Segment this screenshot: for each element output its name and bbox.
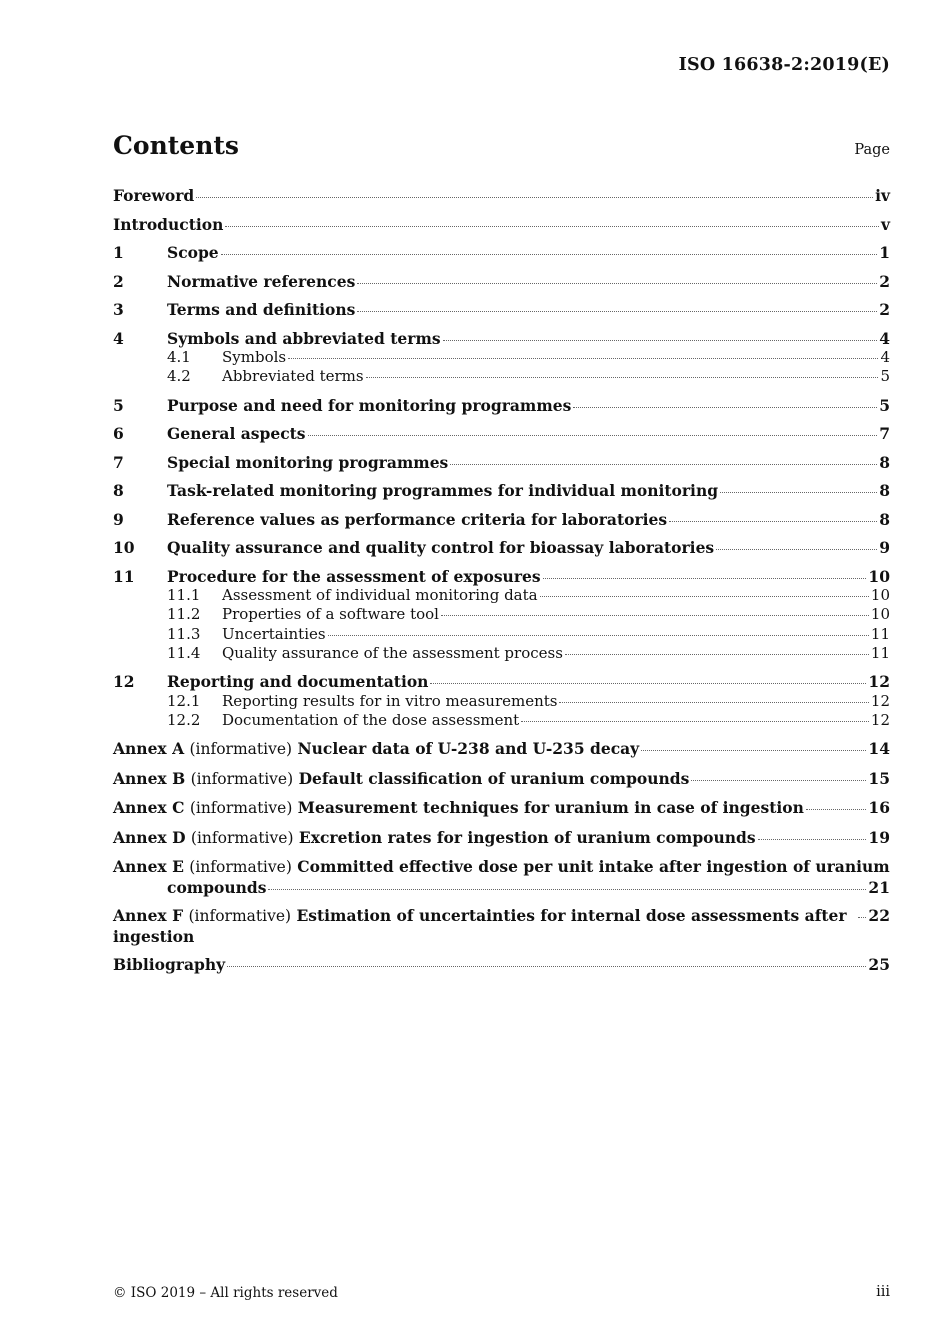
dot-leader (669, 521, 877, 522)
document-id: ISO 16638-2:2019(E) (678, 55, 890, 75)
annex-label: Annex C (113, 798, 185, 818)
clause-title: Purpose and need for monitoring programmes (167, 395, 572, 415)
annex-label: Annex B (113, 768, 186, 788)
toc-clause[interactable] (113, 453, 890, 473)
toc-clause[interactable] (113, 481, 890, 501)
dot-leader (691, 780, 866, 781)
dot-leader (443, 340, 878, 341)
dot-leader (720, 492, 877, 493)
toc-subclause[interactable] (113, 605, 890, 624)
toc-clause[interactable] (113, 243, 890, 263)
clause-title: Reference values as performance criteria for laboratories (167, 509, 668, 529)
toc-subclause[interactable] (113, 711, 890, 730)
toc-clause[interactable] (113, 396, 890, 416)
annex-title: Default classification of uranium compounds (298, 768, 690, 788)
subclause-title: Reporting results for in vitro measurements (222, 691, 558, 710)
clause-number: 11 (113, 566, 135, 586)
subclause-number: 4.2 (167, 367, 191, 386)
toc-clause[interactable] (113, 329, 890, 349)
subclause-title: Abbreviated terms (222, 367, 364, 386)
toc-entry-title: Foreword (113, 186, 195, 205)
dot-leader (806, 809, 867, 810)
toc-entry-page: v (880, 214, 890, 234)
toc-clause[interactable] (113, 567, 890, 587)
annex-type: (informative) (190, 769, 294, 788)
contents-title: Contents (113, 131, 240, 160)
subclause-page: 12 (870, 691, 890, 710)
dot-leader (227, 966, 866, 967)
annex-page: 21 (868, 877, 890, 897)
subclause-title: Assessment of individual monitoring data (222, 586, 538, 605)
dot-leader (543, 578, 867, 579)
annex-title: Nuclear data of U-238 and U-235 decay (297, 739, 640, 759)
page-column-label: Page (854, 142, 890, 158)
clause-number: 4 (113, 328, 124, 348)
copyright-notice: © ISO 2019 – All rights reserved (113, 1285, 338, 1301)
subclause-number: 11.3 (167, 624, 201, 643)
clause-page: 5 (879, 395, 890, 415)
clause-page: 8 (879, 452, 890, 472)
clause-page: 9 (879, 538, 890, 558)
subclause-number: 11.2 (167, 605, 201, 624)
toc-entry-page: 25 (868, 955, 890, 975)
clause-page: 4 (879, 328, 890, 348)
toc-clause[interactable] (113, 510, 890, 530)
subclause-page: 11 (870, 624, 890, 643)
clause-page: 8 (879, 509, 890, 529)
clause-title: Task-related monitoring programmes for individual monitoring (167, 481, 719, 501)
subclause-number: 12.2 (167, 711, 201, 730)
annex-title: Committed effective dose per unit intake after ingestion of uranium (297, 857, 890, 877)
clause-title: General aspects (167, 424, 306, 444)
clause-page: 7 (879, 424, 890, 444)
dot-leader (858, 917, 866, 918)
toc-annex[interactable] (113, 857, 890, 897)
dot-leader (758, 839, 867, 840)
subclause-page: 11 (870, 643, 890, 662)
clause-number: 5 (113, 395, 124, 415)
subclause-page: 4 (880, 348, 890, 366)
clause-number: 10 (113, 538, 135, 558)
dot-leader (328, 635, 869, 636)
clause-page: 10 (868, 566, 890, 586)
dot-leader (559, 702, 868, 703)
toc-annex[interactable] (113, 906, 890, 946)
dot-leader (221, 254, 878, 255)
toc-clause[interactable] (113, 538, 890, 558)
subclause-number: 12.1 (167, 691, 201, 710)
annex-title-continued: compounds (167, 877, 267, 897)
dot-leader (308, 435, 878, 436)
clause-title: Special monitoring programmes (167, 452, 449, 472)
dot-leader (430, 683, 866, 684)
subclause-title: Uncertainties (222, 624, 326, 643)
clause-number: 1 (113, 243, 124, 262)
annex-page: 16 (868, 798, 890, 818)
subclause-number: 11.4 (167, 643, 201, 662)
subclause-page: 10 (870, 605, 890, 624)
toc-clause[interactable] (113, 424, 890, 444)
clause-title: Quality assurance and quality control for bioassay laboratories (167, 538, 715, 558)
clause-title: Symbols and abbreviated terms (167, 328, 441, 348)
dot-leader (565, 654, 869, 655)
clause-title: Reporting and documentation (167, 672, 429, 692)
toc-clause[interactable] (113, 672, 890, 692)
dot-leader (288, 358, 878, 359)
subclause-page: 12 (870, 711, 890, 730)
subclause-title: Symbols (222, 348, 287, 366)
dot-leader (641, 750, 866, 751)
toc-clause[interactable] (113, 272, 890, 292)
dot-leader (521, 721, 869, 722)
table-of-contents (113, 186, 890, 975)
toc-annex[interactable] (113, 798, 890, 819)
subclause-page: 10 (870, 586, 890, 605)
annex-type: (informative) (189, 858, 292, 877)
clause-number: 12 (113, 672, 135, 692)
annex-page: 19 (868, 827, 890, 847)
clause-number: 3 (113, 300, 124, 319)
annex-title: Excretion rates for ingestion of uranium compounds (298, 827, 756, 847)
annex-page: 15 (868, 768, 890, 788)
clause-page: 2 (879, 271, 890, 291)
annex-page: 22 (868, 906, 890, 926)
dot-leader (357, 311, 877, 312)
toc-entry-title: Introduction (113, 214, 224, 234)
clause-page: 12 (868, 672, 890, 692)
clause-page: 8 (879, 481, 890, 501)
clause-number: 2 (113, 271, 124, 291)
subclause-page: 5 (880, 367, 890, 386)
annex-title: Measurement techniques for uranium in case of ingestion (297, 798, 804, 818)
clause-title: Scope (167, 243, 219, 262)
annex-label: Annex A (113, 739, 185, 759)
toc-entry-title: Bibliography (113, 955, 226, 975)
annex-type: (informative) (188, 907, 292, 926)
clause-number: 9 (113, 509, 124, 529)
dot-leader (573, 407, 877, 408)
toc-subclause[interactable] (113, 586, 890, 605)
dot-leader (540, 596, 869, 597)
toc-subclause[interactable] (113, 348, 890, 367)
dot-leader (450, 464, 877, 465)
annex-title: Estimation of uncertainties for internal dose assessments after ingestion (113, 906, 847, 946)
clause-title: Normative references (167, 271, 356, 291)
annex-type: (informative) (189, 740, 293, 759)
subclause-number: 11.1 (167, 586, 201, 605)
subclause-title: Properties of a software tool (222, 605, 439, 624)
toc-subclause[interactable] (113, 367, 890, 386)
dot-leader (441, 615, 869, 616)
clause-page: 2 (879, 300, 890, 319)
dot-leader (357, 283, 877, 284)
toc-annex[interactable] (113, 769, 890, 790)
toc-entry[interactable] (113, 955, 890, 975)
clause-page: 1 (879, 243, 890, 262)
annex-label: Annex D (113, 827, 186, 847)
subclause-number: 4.1 (167, 348, 191, 366)
annex-type: (informative) (190, 828, 294, 847)
clause-title: Terms and definitions (167, 300, 356, 319)
toc-annex[interactable] (113, 828, 890, 849)
dot-leader (225, 226, 879, 227)
toc-entry-page: iv (875, 186, 890, 205)
dot-leader (366, 377, 879, 378)
dot-leader (268, 889, 866, 890)
dot-leader (716, 549, 877, 550)
annex-type: (informative) (189, 799, 293, 818)
dot-leader (196, 197, 873, 198)
toc-subclause[interactable] (113, 692, 890, 711)
toc-subclause[interactable] (113, 644, 890, 663)
annex-label: Annex E (113, 857, 184, 877)
subclause-title: Quality assurance of the assessment process (222, 643, 563, 662)
toc-entry[interactable] (113, 215, 890, 235)
annex-label: Annex F (113, 906, 184, 926)
page-number: iii (876, 1284, 890, 1300)
subclause-title: Documentation of the dose assessment (222, 711, 520, 730)
toc-annex[interactable] (113, 739, 890, 760)
clause-number: 6 (113, 424, 124, 444)
clause-number: 8 (113, 481, 124, 501)
toc-entry[interactable] (113, 186, 890, 206)
clause-title: Procedure for the assessment of exposures (167, 566, 541, 586)
toc-subclause[interactable] (113, 625, 890, 644)
annex-page: 14 (868, 739, 890, 759)
toc-clause[interactable] (113, 300, 890, 320)
clause-number: 7 (113, 452, 124, 472)
